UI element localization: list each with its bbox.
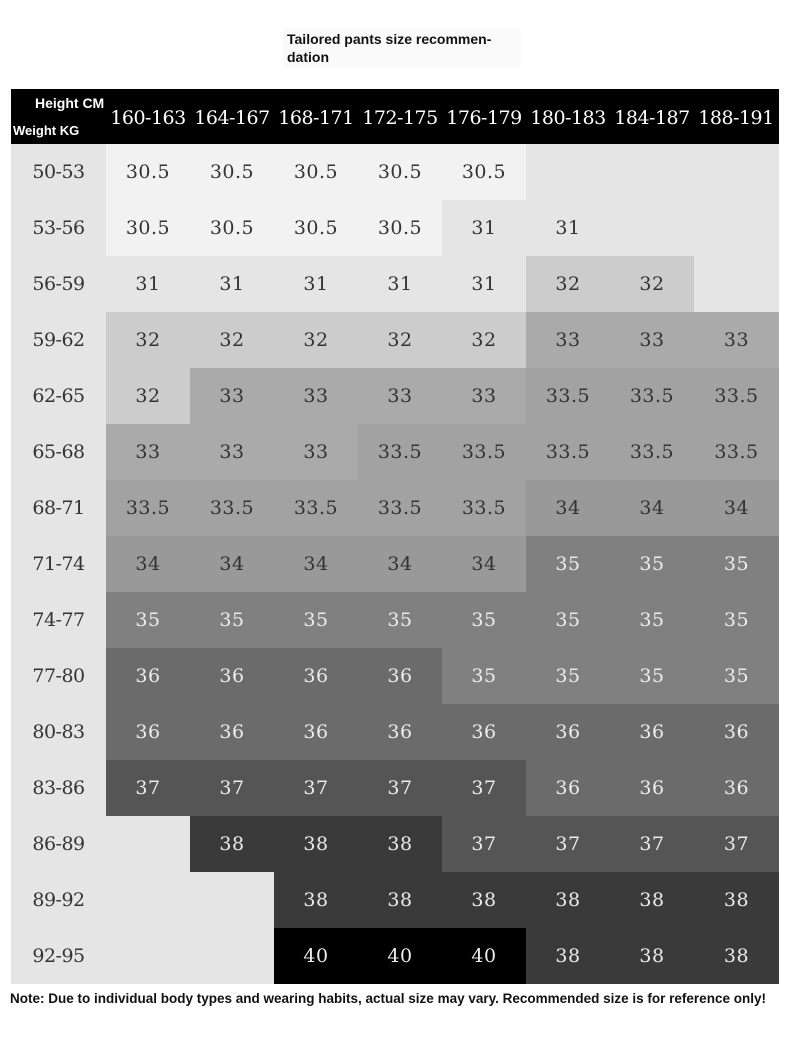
size-cell: 37: [358, 760, 442, 816]
weight-row-label: 53-56: [32, 217, 85, 239]
size-cell: 31: [526, 200, 610, 256]
size-cell: [190, 928, 274, 984]
size-cell: 36: [274, 704, 358, 760]
table-row: [11, 704, 779, 760]
size-cell: 38: [274, 872, 358, 928]
size-cell: 38: [526, 928, 610, 984]
size-cell: 33.5: [106, 480, 190, 536]
height-column-header: 180-183: [530, 106, 606, 129]
size-cell: 30.5: [274, 144, 358, 200]
size-cell: 36: [358, 648, 442, 704]
size-cell: 31: [442, 200, 526, 256]
table-header: [11, 89, 779, 144]
chart-title: Tailored pants size recommen-dation: [283, 28, 521, 68]
size-cell: 35: [610, 648, 694, 704]
table-row: [11, 816, 779, 872]
size-cell: 32: [190, 312, 274, 368]
size-cell: 31: [442, 256, 526, 312]
weight-row-label: 59-62: [32, 329, 85, 351]
size-cell: 33.5: [610, 368, 694, 424]
size-cell: 36: [526, 704, 610, 760]
size-cell: 36: [526, 760, 610, 816]
size-cell: 32: [610, 256, 694, 312]
size-cell: 36: [106, 704, 190, 760]
size-cell: 38: [526, 872, 610, 928]
size-cell: 40: [358, 928, 442, 984]
footnote: Note: Due to individual body types and wearing habits, actual size may vary. Recommended size is for reference only!: [10, 991, 766, 1006]
size-cell: 33: [106, 424, 190, 480]
size-cell: 34: [442, 536, 526, 592]
size-cell: 35: [106, 592, 190, 648]
size-cell: 32: [358, 312, 442, 368]
size-cell: 37: [190, 760, 274, 816]
weight-row-label: 68-71: [32, 497, 85, 519]
size-cell: [526, 144, 610, 200]
size-cell: [694, 256, 779, 312]
size-cell: 37: [442, 760, 526, 816]
size-cell: 38: [190, 816, 274, 872]
table-row: [11, 928, 779, 984]
size-cell: 33: [190, 368, 274, 424]
size-cell: 31: [190, 256, 274, 312]
size-cell: [610, 144, 694, 200]
size-cell: 36: [190, 704, 274, 760]
weight-row-label: 77-80: [32, 665, 85, 687]
size-cell: 32: [526, 256, 610, 312]
size-cell: 35: [526, 536, 610, 592]
size-cell: 34: [358, 536, 442, 592]
size-cell: 37: [106, 760, 190, 816]
size-cell: 38: [694, 928, 779, 984]
size-cell: [106, 816, 190, 872]
weight-row-label: 71-74: [32, 553, 85, 575]
size-cell: 36: [694, 760, 779, 816]
size-cell: 38: [694, 872, 779, 928]
size-cell: 35: [694, 648, 779, 704]
height-column-header: 172-175: [362, 106, 438, 129]
size-cell: 33.5: [610, 424, 694, 480]
size-cell: 32: [106, 312, 190, 368]
size-cell: 35: [526, 592, 610, 648]
size-cell: 33: [442, 368, 526, 424]
size-cell: 33.5: [526, 424, 610, 480]
table-row: [11, 144, 779, 200]
table-row: [11, 200, 779, 256]
size-cell: 38: [358, 872, 442, 928]
size-cell: 33.5: [274, 480, 358, 536]
height-column-header: 160-163: [110, 106, 186, 129]
size-cell: 37: [526, 816, 610, 872]
size-cell: 32: [442, 312, 526, 368]
size-cell: 33: [274, 368, 358, 424]
height-column-header: 184-187: [614, 106, 690, 129]
weight-row-label: 80-83: [32, 721, 85, 743]
size-cell: 36: [190, 648, 274, 704]
height-column-header: 168-171: [278, 106, 354, 129]
size-cell: 34: [694, 480, 779, 536]
size-cell: 38: [274, 816, 358, 872]
size-cell: 31: [358, 256, 442, 312]
size-cell: 37: [610, 816, 694, 872]
size-cell: 38: [610, 928, 694, 984]
size-cell: [106, 872, 190, 928]
size-cell: 33: [610, 312, 694, 368]
size-cell: 34: [106, 536, 190, 592]
size-cell: 33: [358, 368, 442, 424]
size-cell: 40: [274, 928, 358, 984]
size-cell: 35: [610, 536, 694, 592]
size-cell: 34: [190, 536, 274, 592]
size-cell: [694, 144, 779, 200]
size-cell: 34: [274, 536, 358, 592]
size-cell: [106, 928, 190, 984]
size-cell: 33: [190, 424, 274, 480]
table-row: [11, 312, 779, 368]
size-cell: 36: [694, 704, 779, 760]
size-cell: 35: [442, 648, 526, 704]
size-cell: 36: [358, 704, 442, 760]
table-row: [11, 872, 779, 928]
size-cell: 32: [106, 368, 190, 424]
size-cell: 35: [694, 592, 779, 648]
size-cell: 33.5: [694, 368, 779, 424]
size-cell: 30.5: [190, 144, 274, 200]
size-chart-table: [11, 89, 779, 985]
size-cell: 37: [274, 760, 358, 816]
size-cell: 32: [274, 312, 358, 368]
size-cell: 37: [694, 816, 779, 872]
size-cell: 30.5: [274, 200, 358, 256]
table-row: [11, 368, 779, 424]
size-cell: 30.5: [190, 200, 274, 256]
height-column-header: 188-191: [698, 106, 774, 129]
size-cell: 31: [106, 256, 190, 312]
size-cell: 33.5: [358, 480, 442, 536]
size-cell: 30.5: [106, 200, 190, 256]
weight-row-label: 62-65: [32, 385, 85, 407]
weight-row-label: 56-59: [32, 273, 85, 295]
weight-row-label: 74-77: [32, 609, 85, 631]
size-cell: 33.5: [442, 480, 526, 536]
weight-row-label: 86-89: [32, 833, 85, 855]
table-row: [11, 648, 779, 704]
size-cell: 33.5: [190, 480, 274, 536]
size-cell: 37: [442, 816, 526, 872]
size-cell: 35: [694, 536, 779, 592]
size-cell: 38: [358, 816, 442, 872]
size-cell: 36: [106, 648, 190, 704]
size-cell: 36: [610, 704, 694, 760]
size-cell: 30.5: [442, 144, 526, 200]
size-cell: 34: [610, 480, 694, 536]
size-cell: 33: [526, 312, 610, 368]
size-cell: 35: [190, 592, 274, 648]
table-row: [11, 536, 779, 592]
table-row: [11, 592, 779, 648]
size-cell: 35: [442, 592, 526, 648]
height-axis-label: Height CM: [35, 95, 105, 111]
height-column-header: 164-167: [194, 106, 270, 129]
table-row: [11, 480, 779, 536]
weight-row-label: 83-86: [32, 777, 85, 799]
size-cell: 33.5: [526, 368, 610, 424]
size-cell: [190, 872, 274, 928]
size-cell: 36: [274, 648, 358, 704]
size-cell: 38: [610, 872, 694, 928]
size-cell: 36: [610, 760, 694, 816]
size-cell: 33.5: [694, 424, 779, 480]
weight-axis-label: Weight KG: [13, 123, 80, 138]
size-cell: 35: [610, 592, 694, 648]
size-cell: 34: [526, 480, 610, 536]
size-cell: [610, 200, 694, 256]
height-column-header: 176-179: [446, 106, 522, 129]
size-cell: 38: [442, 872, 526, 928]
size-cell: 35: [358, 592, 442, 648]
size-cell: 33.5: [442, 424, 526, 480]
size-cell: 30.5: [358, 144, 442, 200]
size-cell: 33: [694, 312, 779, 368]
size-cell: 36: [442, 704, 526, 760]
size-cell: 31: [274, 256, 358, 312]
size-cell: 33.5: [358, 424, 442, 480]
weight-row-label: 50-53: [32, 161, 85, 183]
size-cell: 30.5: [106, 144, 190, 200]
weight-row-label: 92-95: [32, 945, 85, 967]
size-cell: [694, 200, 779, 256]
table-row: [11, 424, 779, 480]
size-cell: 35: [526, 648, 610, 704]
size-cell: 30.5: [358, 200, 442, 256]
size-cell: 35: [274, 592, 358, 648]
table-row: [11, 760, 779, 816]
size-cell: 40: [442, 928, 526, 984]
table-row: [11, 256, 779, 312]
size-cell: 33: [274, 424, 358, 480]
weight-row-label: 65-68: [32, 441, 85, 463]
weight-row-label: 89-92: [32, 889, 85, 911]
